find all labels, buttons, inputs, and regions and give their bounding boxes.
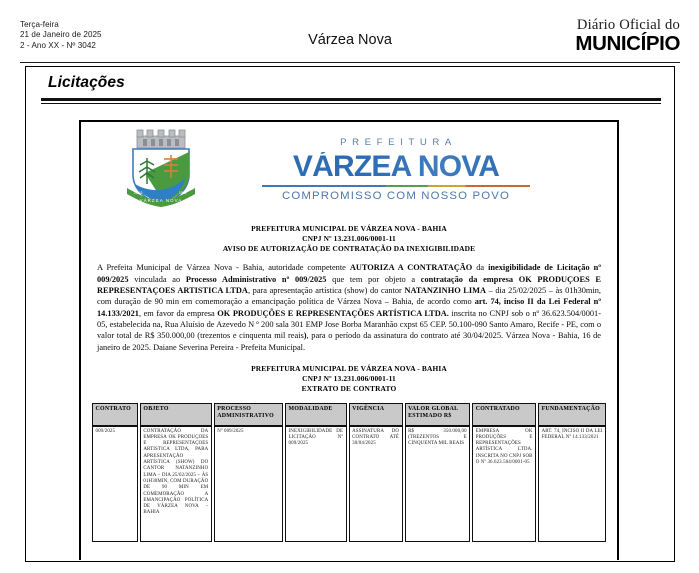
cell-fundamentacao: ART. 74, INCISO II DA LEI FEDERAL Nº 14.133/2021 (538, 426, 606, 542)
column-header-objeto: OBJETO (140, 403, 212, 426)
column-header-modalidade: MODALIDADE (285, 403, 347, 426)
masthead-date: 21 de Janeiro de 2025 (20, 30, 102, 40)
notice-text-da: da (472, 263, 489, 273)
wordmark-rule (262, 185, 530, 187)
notice-text-company2: OK PRODUÇÕES E REPRESENTAÇÕES ARTÍSTICA LTDA. (217, 308, 449, 318)
contract-table (90, 403, 608, 542)
notice-heading-line1: PREFEITURA MUNICIPAL DE VÁRZEA NOVA - BAHIA (251, 224, 447, 233)
licitacoes-section (25, 66, 675, 562)
gazette-logo-line2: MUNICÍPIO (575, 31, 680, 55)
notice-text-object-lead: que tem por objeto a (326, 274, 421, 284)
column-header-valor: VALOR GLOBAL ESTIMADO R$ (405, 403, 471, 426)
contract-table-wrapper (90, 403, 608, 542)
extract-heading (81, 364, 617, 393)
extract-heading-line1: PREFEITURA MUNICIPAL DE VÁRZEA NOVA - BAHIA (251, 364, 447, 374)
cell-contrato: 009/2025 (92, 426, 138, 542)
masthead-city: Várzea Nova (308, 32, 392, 48)
section-divider-thick (41, 98, 661, 101)
prefeitura-wordmark (199, 138, 611, 202)
notice-body (97, 262, 601, 353)
cell-vigencia: ASSINATURA DO CONTRATO ATÉ 30/04/2025 (349, 426, 403, 542)
column-header-vigencia: VIGÊNCIA (349, 403, 403, 426)
column-header-processo: PROCESSO ADMINISTRATIVO (214, 403, 283, 426)
notice-heading (81, 224, 617, 253)
document-page (79, 120, 619, 560)
notice-text-linked: vinculada ao (128, 274, 186, 284)
notice-text-inexigibilidade: inexigibilidade de Licitação nº 009/2025 (97, 263, 601, 284)
notice-text-company: contratação da empresa OK PRODUÇOES E REPRESENTAÇOES ARTISTICA LTDA (97, 274, 601, 296)
cell-objeto: CONTRATAÇÃO DA EMPRESA OK PRODUÇOES E REPRESENTAÇOES ARTISTICA LTDA, PARA APRESENTAÇÃO ARTÍSTICA (SHOW) DO CANTOR NATANZINHO LIMA – DIA 25/02/2025 – ÀS 01H30MIN, COM DURAÇÃO DE 90 MIN EM COMEMORAÇÃO A EMANCIPAÇÃO POLÍTICA DE VÁRZEA NOVA – BAHIA (140, 426, 212, 542)
table-header-row (92, 403, 606, 426)
notice-heading-line3: AVISO DE AUTORIZAÇÃO DE CONTRATAÇÃO DA INEXIGIBILIDADE (222, 243, 476, 253)
notice-text-processo: Processo Administrativo nº 009/2025 (185, 274, 327, 284)
cell-contratado: EMPRESA OK PRODUÇÕES E REPRESENTAÇÕES ARTÍSTICA LTDA. INSCRITA NO CNPJ SOB O Nº 36.623.504/0001-05 (472, 426, 536, 542)
table-row (92, 426, 606, 542)
cell-valor: R$ 350.000,00 (TREZENTOS E CINQUENTA MIL REAIS (405, 426, 471, 542)
wordmark-prefeitura: PREFEITURA (340, 137, 457, 148)
cell-processo: Nº 009/2025 (214, 426, 283, 542)
masthead (20, 18, 680, 64)
svg-text:25-02: 25-02 (134, 191, 143, 195)
coat-of-arms-icon (123, 128, 199, 212)
column-header-contratado: CONTRATADO (472, 403, 536, 426)
notice-text-legal-basis: art. 74, inciso II da Lei Federal nº 14.133/2021 (97, 297, 601, 318)
section-divider (41, 98, 661, 104)
masthead-divider (20, 62, 680, 63)
notice-heading-line2: CNPJ Nº 13.231.006/0001-11 (302, 233, 396, 243)
notice-text-closing: , para o período da assinatura do contrato até 30/04/2025. Várzea Nova - Bahia, 16 de janeiro de 2025. Daiane Severina Pereira - Prefeita Municipal. (97, 331, 601, 352)
notice-text-authorize: AUTORIZA A CONTRATAÇÃO (349, 263, 473, 273)
masthead-edition: 2 - Ano XX - Nº 3042 (20, 40, 96, 50)
svg-text:VÁRZEA NOVA: VÁRZEA NOVA (139, 198, 183, 203)
gazette-logo (575, 18, 680, 54)
svg-text:1985: 1985 (179, 191, 187, 195)
wordmark-slogan: COMPROMISSO COM NOSSO POVO (282, 189, 510, 202)
gazette-logo-line1: Diário Oficial do (576, 17, 680, 33)
extract-heading-line3: EXTRATO DE CONTRATO (301, 383, 397, 393)
section-divider-thin (41, 103, 661, 104)
column-header-fundamentacao: FUNDAMENTAÇÃO (538, 403, 606, 426)
wordmark-name: VÁRZEA NOVA (199, 152, 593, 182)
notice-text-details: – dia 25/02/2025 – às 01h30min, com duração de 90 min em comemoração a emancipação política de Várzea Nova – Bahia, de acordo como (97, 286, 601, 307)
section-title: Licitações (48, 74, 125, 91)
prefeitura-letterhead (87, 126, 611, 214)
notice-text-show: , para apresentação artística (show) do cantor (247, 286, 405, 296)
notice-text-favor: , em favor da empresa (138, 308, 218, 318)
column-header-contrato: CONTRATO (92, 403, 138, 426)
masthead-weekday: Terça-feira (20, 20, 59, 29)
notice-text-paren: ) (303, 331, 307, 341)
cell-modalidade: INEXIGIBILIDADE DE LICITAÇÃO Nº 009/2025 (285, 426, 347, 542)
extract-heading-line2: CNPJ Nº 13.231.006/0001-11 (302, 373, 396, 383)
notice-text-artist: NATANZINHO LIMA (404, 286, 486, 296)
notice-text-address: inscrita no CNPJ sob o nº 36.623.504/0001-05, estabelecida na, Rua Aluísio de Azevedo N º 200 sala 301 EMP Jose Borba Maranhão cxpst 65 CEP. 50.100-090 Santo Amaro, Recife - PE, com o valor total de R$ 350.000,00 (trezentos e cinquenta mil reais (97, 308, 601, 341)
notice-text-intro: A Prefeita Municipal de Várzea Nova - Bahia, autoridade competente (97, 263, 350, 273)
